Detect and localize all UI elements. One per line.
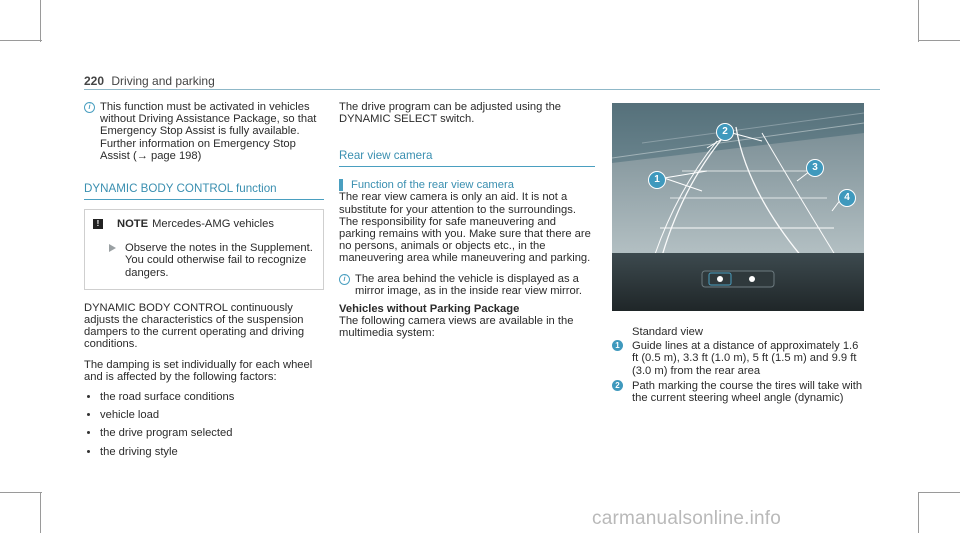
caption-title: Standard view bbox=[632, 326, 703, 338]
caption-text: Guide lines at a distance of approximately 1.6 ft (0.5 m), 3.3 ft (1.0 m), 5 ft (1.5 m) and 9.9 ft (3.0 m) from the rear area bbox=[632, 340, 859, 377]
note-box bbox=[84, 209, 324, 290]
info-note bbox=[339, 273, 595, 297]
sub-title-text: Function of the rear view camera bbox=[351, 179, 514, 192]
paragraph: DYNAMIC BODY CONTROL continuously adjusts the characteristics of the suspension dampers to the current operating and driving conditions. bbox=[84, 301, 305, 351]
paragraph: The following camera views are available in the multimedia system: bbox=[339, 315, 574, 340]
crop-mark bbox=[0, 40, 42, 41]
number-2-icon: 2 bbox=[612, 380, 623, 391]
rear-view-camera-image bbox=[612, 103, 864, 311]
callout-1-icon: 1 bbox=[648, 171, 666, 189]
info-text: This function must be activated in vehicles without Driving Assistance Package, so that Emergency Stop Assist is fully available. Further information on Emergency Stop Assist (→ page 198) bbox=[100, 101, 317, 162]
sub-title-marker bbox=[339, 179, 343, 191]
info-note bbox=[84, 101, 324, 162]
note-subject: Mercedes-AMG vehicles bbox=[152, 218, 274, 231]
arrow-right-icon bbox=[109, 244, 116, 252]
caption-item bbox=[612, 380, 864, 404]
warning-icon: ! bbox=[93, 219, 103, 229]
section-title: DYNAMIC BODY CONTROL function bbox=[84, 182, 324, 200]
column-middle bbox=[339, 101, 595, 348]
info-text: The area behind the vehicle is displayed as a mirror image, as in the inside rear view mirror. bbox=[355, 272, 582, 297]
info-icon: i bbox=[339, 274, 350, 285]
crop-mark bbox=[0, 492, 42, 493]
bold-heading: Vehicles without Parking Package bbox=[339, 303, 520, 316]
list-item: the road surface conditions bbox=[84, 391, 324, 403]
note-label: NOTE bbox=[117, 218, 149, 231]
paragraph: The damping is set individually for each wheel and is affected by the following factors: bbox=[84, 358, 313, 383]
crop-mark bbox=[918, 40, 960, 41]
paragraph: The rear view camera is only an aid. It is not a substitute for your attention to the surroundings. The responsibility for safe maneuvering and parking remains with you. Make sure that there are no persons, animals or objects etc., in the maneuvering area while maneuvering and parking. bbox=[339, 191, 591, 265]
image-caption bbox=[612, 326, 864, 407]
caption-text: Path marking the course the tires will take with the current steering wheel angle (dynamic) bbox=[632, 379, 863, 405]
watermark: carmanualsonline.info bbox=[592, 508, 782, 529]
crop-mark bbox=[40, 492, 41, 533]
section-name: Driving and parking bbox=[111, 74, 215, 88]
caption-item bbox=[612, 340, 864, 377]
callout-2-icon: 2 bbox=[716, 123, 734, 141]
page-number: 220 bbox=[84, 74, 105, 88]
note-item bbox=[93, 242, 315, 279]
page-header bbox=[84, 74, 215, 88]
list-item: the driving style bbox=[84, 446, 324, 458]
crop-mark bbox=[40, 0, 41, 42]
list-item: the drive program selected bbox=[84, 427, 324, 439]
camera-illustration bbox=[612, 103, 864, 311]
callout-3-icon: 3 bbox=[806, 159, 824, 177]
number-1-icon: 1 bbox=[612, 340, 623, 351]
factor-list bbox=[84, 391, 324, 458]
header-divider bbox=[84, 89, 880, 90]
crop-mark bbox=[918, 0, 919, 42]
sub-title bbox=[339, 179, 595, 191]
callout-4-icon: 4 bbox=[838, 189, 856, 207]
crop-mark bbox=[918, 492, 919, 533]
note-header bbox=[93, 218, 315, 230]
section-title: Rear view camera bbox=[339, 149, 595, 167]
crop-mark bbox=[918, 492, 960, 493]
info-icon: i bbox=[84, 102, 95, 113]
list-item: vehicle load bbox=[84, 409, 324, 421]
paragraph: The drive program can be adjusted using the DYNAMIC SELECT switch. bbox=[339, 101, 562, 126]
note-text: Observe the notes in the Supplement. You could otherwise fail to recognize dangers. bbox=[125, 242, 313, 279]
column-left bbox=[84, 101, 324, 464]
